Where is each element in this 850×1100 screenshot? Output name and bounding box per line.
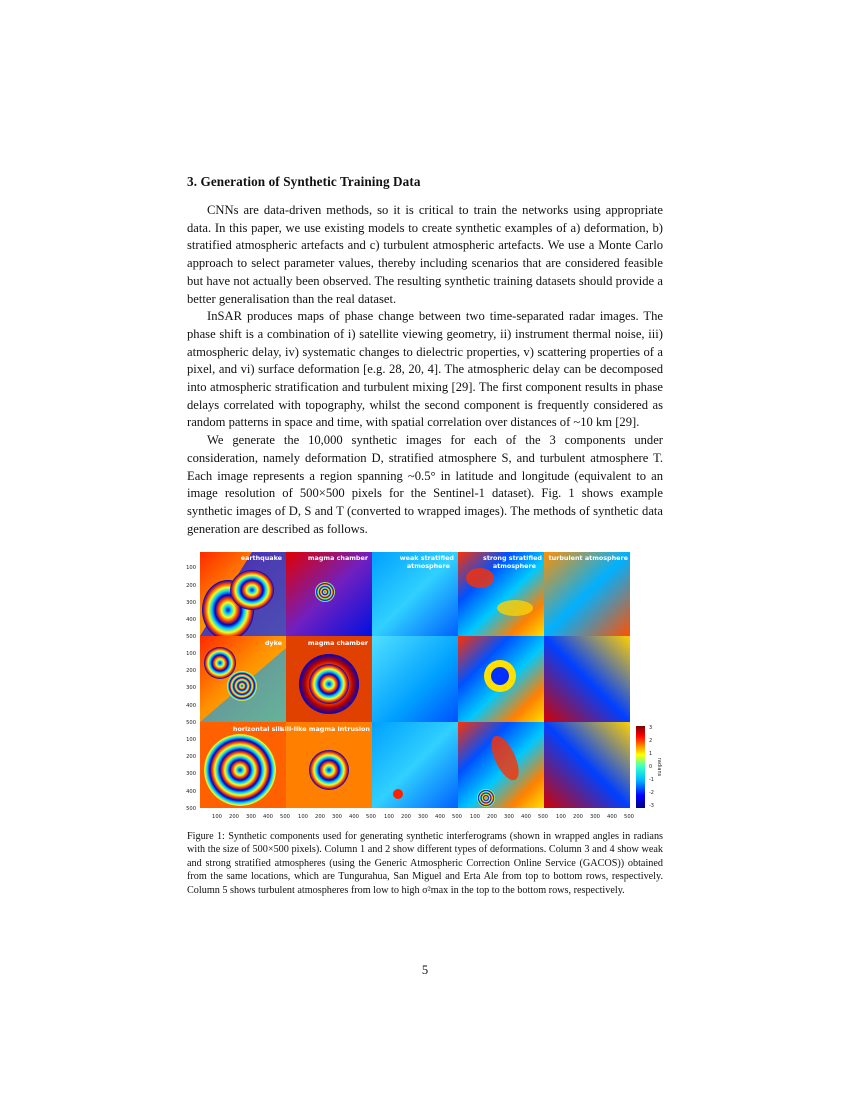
y-tick: 300 xyxy=(186,771,196,777)
colorbar-tick: 3 xyxy=(649,725,653,731)
y-tick: 300 xyxy=(186,600,196,606)
panel-weak-stratified-3 xyxy=(372,722,458,808)
colorbar xyxy=(636,725,662,809)
label-magma-chamber-2: magma chamber xyxy=(307,639,368,647)
label-horizontal-sill: horizontal sill xyxy=(232,725,282,733)
x-tick: 500 xyxy=(624,814,634,820)
colorbar-tick: -2 xyxy=(649,790,654,796)
panel-magma-chamber-2 xyxy=(286,636,372,722)
page-number: 5 xyxy=(421,963,429,977)
x-tick: 500 xyxy=(452,814,462,820)
x-tick: 400 xyxy=(435,814,445,820)
x-tick: 300 xyxy=(590,814,600,820)
y-tick: 400 xyxy=(186,617,196,623)
paragraph-1: CNNs are data-driven methods, so it is critical to train the networks using appropriate data. In this paper, we use existing models to create synthetic examples of a) deformation, b) stratified atmospheric artefacts and c) turbulent atmospheric artefacts. We use a Monte Carlo approach to select parameter values, thereby including scenarios that are considered feasible but have not actually been observed. The resulting synthetic training datasets should provide a better generalisation than the real dataset. xyxy=(187,203,663,306)
panel-weak-stratified-2 xyxy=(372,636,458,722)
y-tick: 500 xyxy=(186,806,196,812)
colorbar-tick: -3 xyxy=(649,803,654,809)
panel-dyke xyxy=(200,636,286,722)
panel-turbulent-1 xyxy=(544,552,630,636)
body-text xyxy=(187,202,663,538)
label-magma-chamber-1: magma chamber xyxy=(307,554,368,562)
label-weak-stratified-line2: atmosphere xyxy=(406,562,450,570)
colorbar-tick: -1 xyxy=(649,777,654,783)
figure-1 xyxy=(180,548,660,823)
panel-sill-like-intrusion xyxy=(286,722,372,808)
x-tick: 100 xyxy=(556,814,566,820)
y-tick: 300 xyxy=(186,685,196,691)
y-tick: 100 xyxy=(186,737,196,743)
y-tick: 200 xyxy=(186,754,196,760)
y-tick: 500 xyxy=(186,720,196,726)
colorbar-tick: 0 xyxy=(649,764,653,770)
x-tick: 200 xyxy=(573,814,583,820)
x-tick: 300 xyxy=(504,814,514,820)
panel-strong-stratified-2 xyxy=(458,636,544,722)
x-tick: 200 xyxy=(315,814,325,820)
y-tick: 500 xyxy=(186,634,196,640)
x-tick: 500 xyxy=(538,814,548,820)
label-sill-like-intrusion: sill-like magma intrusion xyxy=(280,725,370,733)
panel-turbulent-3 xyxy=(544,722,630,808)
y-tick: 100 xyxy=(186,565,196,571)
panel-magma-chamber-1 xyxy=(286,552,372,636)
y-tick: 200 xyxy=(186,668,196,674)
x-tick: 500 xyxy=(366,814,376,820)
x-tick: 300 xyxy=(418,814,428,820)
label-turbulent: turbulent atmosphere xyxy=(548,554,628,562)
x-tick: 400 xyxy=(263,814,273,820)
figure-grid xyxy=(180,548,660,823)
panel-earthquake xyxy=(200,552,286,640)
panel-strong-stratified-3 xyxy=(458,722,544,808)
x-tick: 300 xyxy=(332,814,342,820)
y-tick: 200 xyxy=(186,583,196,589)
colorbar-tick: 2 xyxy=(649,738,653,744)
paragraph-2: InSAR produces maps of phase change between two time-separated radar images. The phase shift is a combination of i) satellite viewing geometry, ii) instrument thermal noise, iii) atmospheric delay, iv) systematic changes to dielectric properties, v) scattering properties of a pixel, and vi) surface deformation [e.g. 28, 20, 4]. The atmospheric delay can be decomposed into atmospheric stratification and turbulent mixing [29]. The first component results in phase delays correlated with topography, whilst the second component is frequently considered as random patterns in space and time, with spatial correlation over distances of ~10 km [29]. xyxy=(187,309,663,430)
x-tick: 200 xyxy=(401,814,411,820)
y-tick: 400 xyxy=(186,703,196,709)
x-tick: 200 xyxy=(229,814,239,820)
x-tick: 400 xyxy=(607,814,617,820)
x-tick: 100 xyxy=(212,814,222,820)
x-tick: 100 xyxy=(384,814,394,820)
label-strong-stratified-line1: strong stratified xyxy=(483,554,542,562)
label-earthquake: earthquake xyxy=(240,554,282,562)
panel-turbulent-2 xyxy=(544,636,630,722)
x-tick: 100 xyxy=(470,814,480,820)
x-tick: 500 xyxy=(280,814,290,820)
x-tick: 400 xyxy=(521,814,531,820)
paragraph-3: We generate the 10,000 synthetic images for each of the 3 components under consideration, namely deformation D, stratified atmosphere S, and turbulent atmosphere T. Each image represents a region spanning ~0.5° in latitude and longitude (equivalent to an image resolution of 500×500 pixels for the Sentinel-1 dataset). Fig. 1 shows example synthetic images of D, S and T (converted to wrapped images). The methods of synthetic data generation are described as follows. xyxy=(187,433,663,536)
section-heading: 3. Generation of Synthetic Training Data xyxy=(187,174,421,189)
panel-horizontal-sill xyxy=(200,722,286,808)
x-tick: 100 xyxy=(298,814,308,820)
x-tick: 300 xyxy=(246,814,256,820)
x-tick: 400 xyxy=(349,814,359,820)
label-dyke: dyke xyxy=(264,639,282,647)
colorbar-label: radians xyxy=(656,757,662,777)
y-tick: 400 xyxy=(186,789,196,795)
label-strong-stratified-line2: atmosphere xyxy=(492,562,536,570)
y-tick: 100 xyxy=(186,651,196,657)
label-weak-stratified-line1: weak stratified xyxy=(399,554,454,562)
x-tick: 200 xyxy=(487,814,497,820)
colorbar-tick: 1 xyxy=(649,751,653,757)
figure-caption: Figure 1: Synthetic components used for generating synthetic interferograms (shown in wrapped angles in radians with the size of 500×500 pixels). Column 1 and 2 show different types of deformations. Column 3 and 4 show weak and strong stratified atmospheres (using the Generic Atmospheric Correction Online Service (GACOS)) obtained from the same locations, which are Tungurahua, San Miguel and Erta Ale from top to bottom rows, respectively. Column 5 shows turbulent atmospheres from low to high σ²max in the top to the bottom rows, respectively. xyxy=(187,831,663,896)
